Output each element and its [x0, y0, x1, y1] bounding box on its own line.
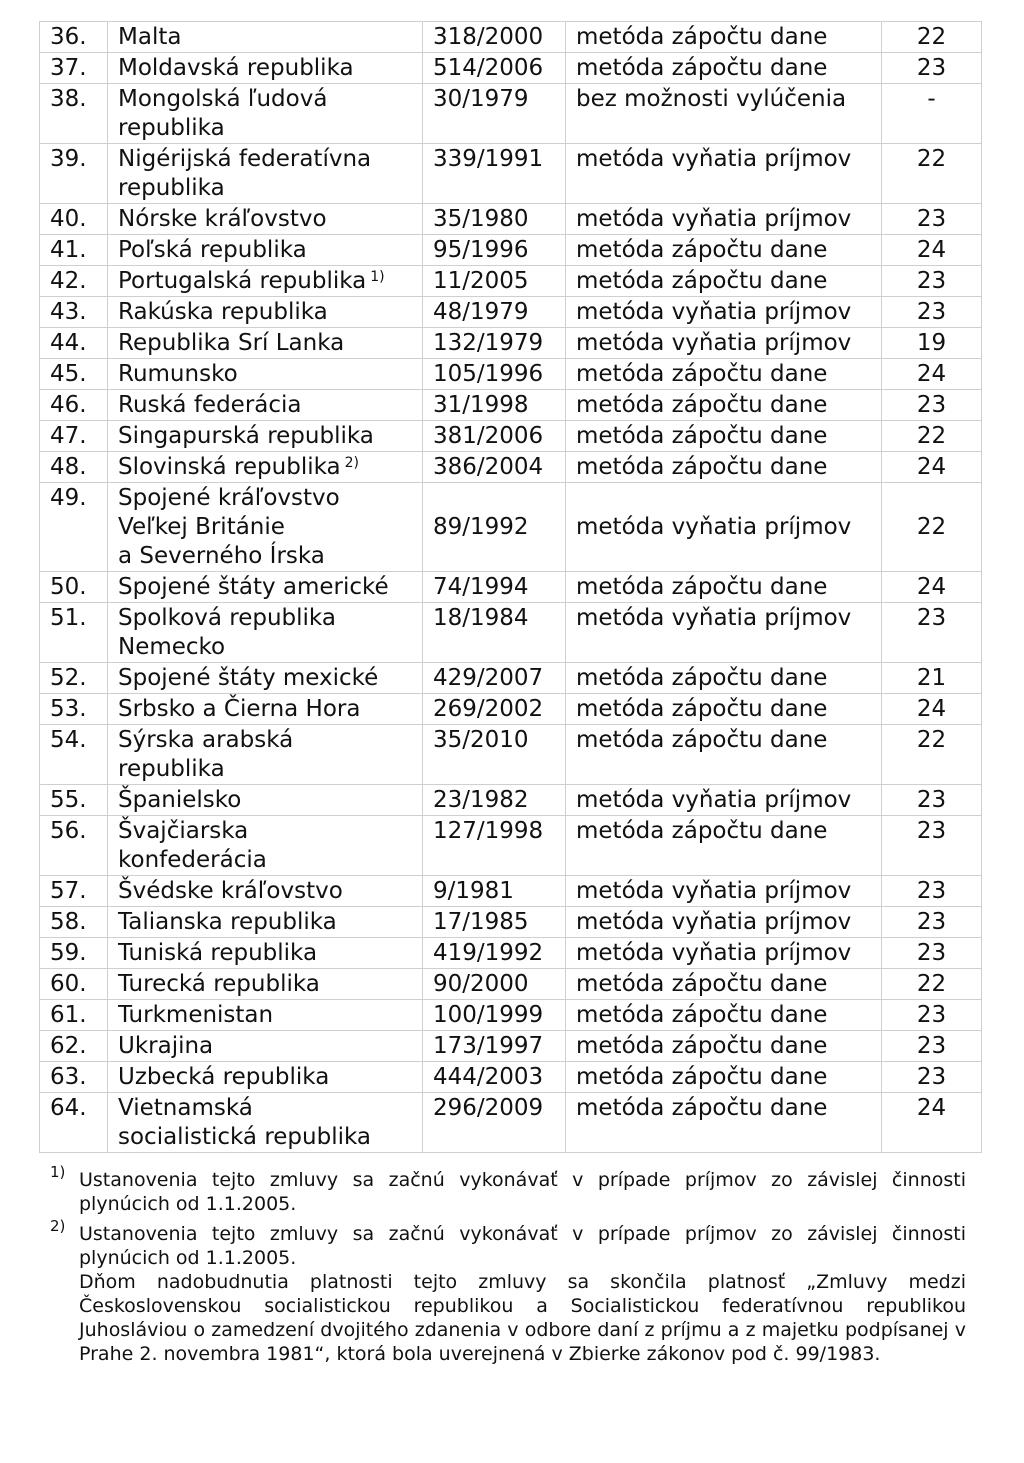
- country-name-text: Talianska republika: [118, 909, 337, 935]
- article-number: 23: [882, 785, 982, 816]
- row-number: 47.: [40, 421, 108, 452]
- article-number: 23: [882, 876, 982, 907]
- law-reference: 11/2005: [423, 266, 566, 297]
- elimination-method: metóda zápočtu dane: [566, 572, 882, 603]
- article-number: 24: [882, 694, 982, 725]
- article-number: 22: [882, 725, 982, 785]
- law-reference: 18/1984: [423, 603, 566, 663]
- law-reference: 429/2007: [423, 663, 566, 694]
- country-name-line: [118, 542, 422, 571]
- footnote: [50, 1163, 966, 1216]
- row-number: 57.: [40, 876, 108, 907]
- country-name-line: [118, 573, 422, 602]
- article-number: 22: [882, 969, 982, 1000]
- country-name-line: [118, 54, 422, 83]
- footnote-mark: 2): [50, 1217, 66, 1235]
- article-number: 23: [882, 907, 982, 938]
- row-number: 50.: [40, 572, 108, 603]
- country-name-text: Sýrska arabská: [118, 727, 294, 753]
- article-number: 24: [882, 572, 982, 603]
- row-number: 40.: [40, 204, 108, 235]
- row-number: 49.: [40, 483, 108, 572]
- article-number: 23: [882, 816, 982, 876]
- country-name: [108, 1062, 423, 1093]
- footnotes: [50, 1163, 966, 1372]
- table-row: [40, 266, 982, 297]
- table-row: [40, 483, 982, 572]
- country-name: [108, 725, 423, 785]
- country-name-text: Spojené štáty mexické: [118, 665, 379, 691]
- country-name-line: [118, 360, 422, 389]
- country-name-line: [118, 908, 422, 937]
- country-name-line: [118, 1094, 422, 1123]
- country-name-text: Tuniská republika: [118, 940, 318, 966]
- article-number: 23: [882, 1031, 982, 1062]
- elimination-method: metóda vyňatia príjmov: [566, 907, 882, 938]
- elimination-method: metóda zápočtu dane: [566, 694, 882, 725]
- elimination-method: metóda zápočtu dane: [566, 53, 882, 84]
- table-row: [40, 907, 982, 938]
- country-name-line: [118, 817, 422, 846]
- country-name: [108, 53, 423, 84]
- country-name: [108, 1093, 423, 1153]
- country-name-line: [118, 633, 422, 662]
- elimination-method: metóda zápočtu dane: [566, 725, 882, 785]
- country-name: [108, 938, 423, 969]
- country-name: [108, 572, 423, 603]
- law-reference: 17/1985: [423, 907, 566, 938]
- country-name-line: [118, 877, 422, 906]
- treaty-table: [39, 21, 982, 1153]
- row-number: 51.: [40, 603, 108, 663]
- law-reference: 90/2000: [423, 969, 566, 1000]
- country-name: [108, 266, 423, 297]
- elimination-method: metóda zápočtu dane: [566, 359, 882, 390]
- article-number: 22: [882, 144, 982, 204]
- article-number: 23: [882, 390, 982, 421]
- country-name: [108, 816, 423, 876]
- country-name: [108, 359, 423, 390]
- row-number: 52.: [40, 663, 108, 694]
- row-number: 36.: [40, 22, 108, 53]
- law-reference: 30/1979: [423, 84, 566, 144]
- country-name-text: Rakúska republika: [118, 299, 328, 325]
- row-number: 41.: [40, 235, 108, 266]
- treaty-table-body: [40, 22, 982, 1153]
- country-name-text: Nigérijská federatívna: [118, 146, 372, 172]
- country-name: [108, 22, 423, 53]
- country-name-text: Turecká republika: [118, 971, 320, 997]
- country-name-text: Ruská federácia: [118, 392, 302, 418]
- country-name: [108, 969, 423, 1000]
- country-name: [108, 144, 423, 204]
- country-name-line: [118, 23, 422, 52]
- country-name-line: [118, 513, 422, 542]
- row-number: 44.: [40, 328, 108, 359]
- country-name-text: republika: [118, 175, 225, 201]
- table-row: [40, 359, 982, 390]
- country-name-text: Republika Srí Lanka: [118, 330, 345, 356]
- country-name: [108, 1000, 423, 1031]
- elimination-method: metóda vyňatia príjmov: [566, 785, 882, 816]
- table-row: [40, 969, 982, 1000]
- elimination-method: metóda zápočtu dane: [566, 1093, 882, 1153]
- law-reference: 419/1992: [423, 938, 566, 969]
- country-name-text: Slovinská republika: [118, 454, 341, 480]
- country-name-text: Turkmenistan: [118, 1002, 274, 1028]
- law-reference: 95/1996: [423, 235, 566, 266]
- elimination-method: metóda vyňatia príjmov: [566, 144, 882, 204]
- country-name: [108, 297, 423, 328]
- law-reference: 381/2006: [423, 421, 566, 452]
- country-name-text: Mongolská ľudová: [118, 86, 328, 112]
- row-number: 54.: [40, 725, 108, 785]
- table-row: [40, 694, 982, 725]
- article-number: 24: [882, 359, 982, 390]
- country-name-line: [118, 329, 422, 358]
- article-number: 23: [882, 53, 982, 84]
- article-number: 23: [882, 603, 982, 663]
- country-name-line: [118, 453, 422, 482]
- article-number: -: [882, 84, 982, 144]
- country-name-text: Rumunsko: [118, 361, 238, 387]
- elimination-method: metóda zápočtu dane: [566, 969, 882, 1000]
- row-number: 53.: [40, 694, 108, 725]
- country-name-text: Nemecko: [118, 634, 226, 660]
- country-name-line: [118, 205, 422, 234]
- article-number: 24: [882, 1093, 982, 1153]
- article-number: 21: [882, 663, 982, 694]
- law-reference: 9/1981: [423, 876, 566, 907]
- footnote-text: Ustanovenia tejto zmluvy sa začnú vykonávať v prípade príjmov zo závislej činnosti plynúcich od 1.1.2005.: [79, 1223, 966, 1269]
- country-name: [108, 1031, 423, 1062]
- table-row: [40, 1093, 982, 1153]
- elimination-method: metóda vyňatia príjmov: [566, 603, 882, 663]
- country-name-line: [118, 267, 422, 296]
- country-name-line: [118, 174, 422, 203]
- country-name-line: [118, 1032, 422, 1061]
- country-name-line: [118, 298, 422, 327]
- country-name: [108, 603, 423, 663]
- law-reference: 514/2006: [423, 53, 566, 84]
- article-number: 24: [882, 235, 982, 266]
- country-name-line: [118, 664, 422, 693]
- row-number: 42.: [40, 266, 108, 297]
- elimination-method: metóda zápočtu dane: [566, 452, 882, 483]
- country-name-line: [118, 484, 422, 513]
- article-number: 22: [882, 421, 982, 452]
- table-row: [40, 816, 982, 876]
- elimination-method: metóda vyňatia príjmov: [566, 328, 882, 359]
- row-number: 38.: [40, 84, 108, 144]
- elimination-method: metóda zápočtu dane: [566, 22, 882, 53]
- law-reference: 105/1996: [423, 359, 566, 390]
- elimination-method: metóda zápočtu dane: [566, 1000, 882, 1031]
- law-reference: 35/1980: [423, 204, 566, 235]
- table-row: [40, 235, 982, 266]
- country-name-text: Ukrajina: [118, 1033, 214, 1059]
- elimination-method: metóda vyňatia príjmov: [566, 483, 882, 572]
- elimination-method: metóda zápočtu dane: [566, 1031, 882, 1062]
- elimination-method: metóda vyňatia príjmov: [566, 938, 882, 969]
- country-name: [108, 84, 423, 144]
- country-name-line: [118, 114, 422, 143]
- table-row: [40, 663, 982, 694]
- country-name: [108, 785, 423, 816]
- row-number: 64.: [40, 1093, 108, 1153]
- table-row: [40, 876, 982, 907]
- elimination-method: metóda vyňatia príjmov: [566, 204, 882, 235]
- country-name-text: Španielsko: [118, 787, 242, 813]
- country-name-text: konfederácia: [118, 847, 267, 873]
- footnote-mark: 1): [50, 1163, 66, 1181]
- row-number: 58.: [40, 907, 108, 938]
- row-number: 63.: [40, 1062, 108, 1093]
- row-number: 62.: [40, 1031, 108, 1062]
- table-row: [40, 328, 982, 359]
- table-row: [40, 53, 982, 84]
- law-reference: 339/1991: [423, 144, 566, 204]
- elimination-method: metóda vyňatia príjmov: [566, 876, 882, 907]
- country-name-text: a Severného Írska: [118, 543, 325, 569]
- law-reference: 89/1992: [423, 483, 566, 572]
- article-number: 23: [882, 938, 982, 969]
- footnote: [50, 1217, 966, 1366]
- elimination-method: metóda zápočtu dane: [566, 816, 882, 876]
- article-number: 19: [882, 328, 982, 359]
- country-name-line: [118, 1001, 422, 1030]
- row-number: 61.: [40, 1000, 108, 1031]
- table-row: [40, 144, 982, 204]
- law-reference: 444/2003: [423, 1062, 566, 1093]
- country-name-text: republika: [118, 756, 225, 782]
- law-reference: 23/1982: [423, 785, 566, 816]
- country-name: [108, 907, 423, 938]
- country-name-line: [118, 1063, 422, 1092]
- law-reference: 269/2002: [423, 694, 566, 725]
- row-number: 56.: [40, 816, 108, 876]
- country-name-text: Švédske kráľovstvo: [118, 878, 343, 904]
- row-number: 37.: [40, 53, 108, 84]
- country-name-text: Švajčiarska: [118, 818, 249, 844]
- elimination-method: bez možnosti vylúčenia: [566, 84, 882, 144]
- law-reference: 386/2004: [423, 452, 566, 483]
- table-row: [40, 785, 982, 816]
- article-number: 23: [882, 1000, 982, 1031]
- row-number: 46.: [40, 390, 108, 421]
- footnote-reference: 2): [344, 455, 359, 471]
- country-name: [108, 876, 423, 907]
- table-row: [40, 1000, 982, 1031]
- article-number: 24: [882, 452, 982, 483]
- row-number: 39.: [40, 144, 108, 204]
- country-name-line: [118, 391, 422, 420]
- footnote-text: Dňom nadobudnutia platnosti tejto zmluvy sa skončila platnosť „Zmluvy medzi Československou socialistickou republikou a Socialistickou federatívnou republikou Juhosláviou o zamedzení dvojitého zdanenia v odbore daní z príjmu a z majetku podpísanej v Prahe 2. novembra 1981“, ktorá bola uverejnená v Zbierke zákonov pod č. 99/1983.: [79, 1271, 966, 1365]
- table-row: [40, 1031, 982, 1062]
- row-number: 43.: [40, 297, 108, 328]
- law-reference: 127/1998: [423, 816, 566, 876]
- country-name-line: [118, 604, 422, 633]
- law-reference: 48/1979: [423, 297, 566, 328]
- table-row: [40, 1062, 982, 1093]
- country-name: [108, 235, 423, 266]
- elimination-method: metóda zápočtu dane: [566, 663, 882, 694]
- country-name-text: Veľkej Británie: [118, 514, 285, 540]
- footnote-text: Ustanovenia tejto zmluvy sa začnú vykonávať v prípade príjmov zo závislej činnosti plynúcich od 1.1.2005.: [79, 1169, 966, 1215]
- table-row: [40, 452, 982, 483]
- country-name-line: [118, 970, 422, 999]
- table-row: [40, 390, 982, 421]
- law-reference: 132/1979: [423, 328, 566, 359]
- country-name-line: [118, 939, 422, 968]
- table-row: [40, 84, 982, 144]
- country-name-text: Malta: [118, 24, 182, 50]
- country-name-text: Spojené štáty americké: [118, 574, 389, 600]
- row-number: 60.: [40, 969, 108, 1000]
- table-row: [40, 572, 982, 603]
- country-name: [108, 483, 423, 572]
- article-number: 22: [882, 483, 982, 572]
- law-reference: 31/1998: [423, 390, 566, 421]
- country-name-text: Nórske kráľovstvo: [118, 206, 327, 232]
- country-name: [108, 663, 423, 694]
- elimination-method: metóda vyňatia príjmov: [566, 297, 882, 328]
- country-name-text: Moldavská republika: [118, 55, 354, 81]
- article-number: 23: [882, 266, 982, 297]
- country-name-line: [118, 422, 422, 451]
- country-name: [108, 328, 423, 359]
- country-name-text: Poľská republika: [118, 237, 307, 263]
- country-name: [108, 421, 423, 452]
- elimination-method: metóda zápočtu dane: [566, 266, 882, 297]
- country-name-text: Uzbecká republika: [118, 1064, 330, 1090]
- elimination-method: metóda zápočtu dane: [566, 390, 882, 421]
- country-name-text: Vietnamská: [118, 1095, 253, 1121]
- country-name-line: [118, 755, 422, 784]
- country-name-line: [118, 726, 422, 755]
- footnote-reference: 1): [370, 269, 385, 285]
- row-number: 59.: [40, 938, 108, 969]
- country-name: [108, 694, 423, 725]
- country-name: [108, 390, 423, 421]
- country-name-line: [118, 236, 422, 265]
- country-name-line: [118, 846, 422, 875]
- country-name: [108, 204, 423, 235]
- law-reference: 296/2009: [423, 1093, 566, 1153]
- law-reference: 35/2010: [423, 725, 566, 785]
- table-row: [40, 297, 982, 328]
- country-name-line: [118, 695, 422, 724]
- row-number: 45.: [40, 359, 108, 390]
- article-number: 23: [882, 297, 982, 328]
- row-number: 55.: [40, 785, 108, 816]
- country-name-line: [118, 85, 422, 114]
- table-row: [40, 938, 982, 969]
- article-number: 23: [882, 1062, 982, 1093]
- country-name-line: [118, 1123, 422, 1152]
- table-row: [40, 421, 982, 452]
- table-row: [40, 22, 982, 53]
- table-row: [40, 204, 982, 235]
- country-name-text: Singapurská republika: [118, 423, 374, 449]
- country-name-text: Portugalská republika: [118, 268, 367, 294]
- table-row: [40, 725, 982, 785]
- elimination-method: metóda zápočtu dane: [566, 235, 882, 266]
- table-row: [40, 603, 982, 663]
- law-reference: 74/1994: [423, 572, 566, 603]
- law-reference: 100/1999: [423, 1000, 566, 1031]
- country-name-text: Srbsko a Čierna Hora: [118, 696, 361, 722]
- elimination-method: metóda zápočtu dane: [566, 1062, 882, 1093]
- country-name-text: republika: [118, 115, 225, 141]
- country-name-text: Spojené kráľovstvo: [118, 485, 340, 511]
- country-name-text: Spolková republika: [118, 605, 336, 631]
- country-name: [108, 452, 423, 483]
- article-number: 23: [882, 204, 982, 235]
- article-number: 22: [882, 22, 982, 53]
- country-name-line: [118, 145, 422, 174]
- law-reference: 173/1997: [423, 1031, 566, 1062]
- row-number: 48.: [40, 452, 108, 483]
- elimination-method: metóda zápočtu dane: [566, 421, 882, 452]
- law-reference: 318/2000: [423, 22, 566, 53]
- country-name-line: [118, 786, 422, 815]
- country-name-text: socialistická republika: [118, 1124, 371, 1150]
